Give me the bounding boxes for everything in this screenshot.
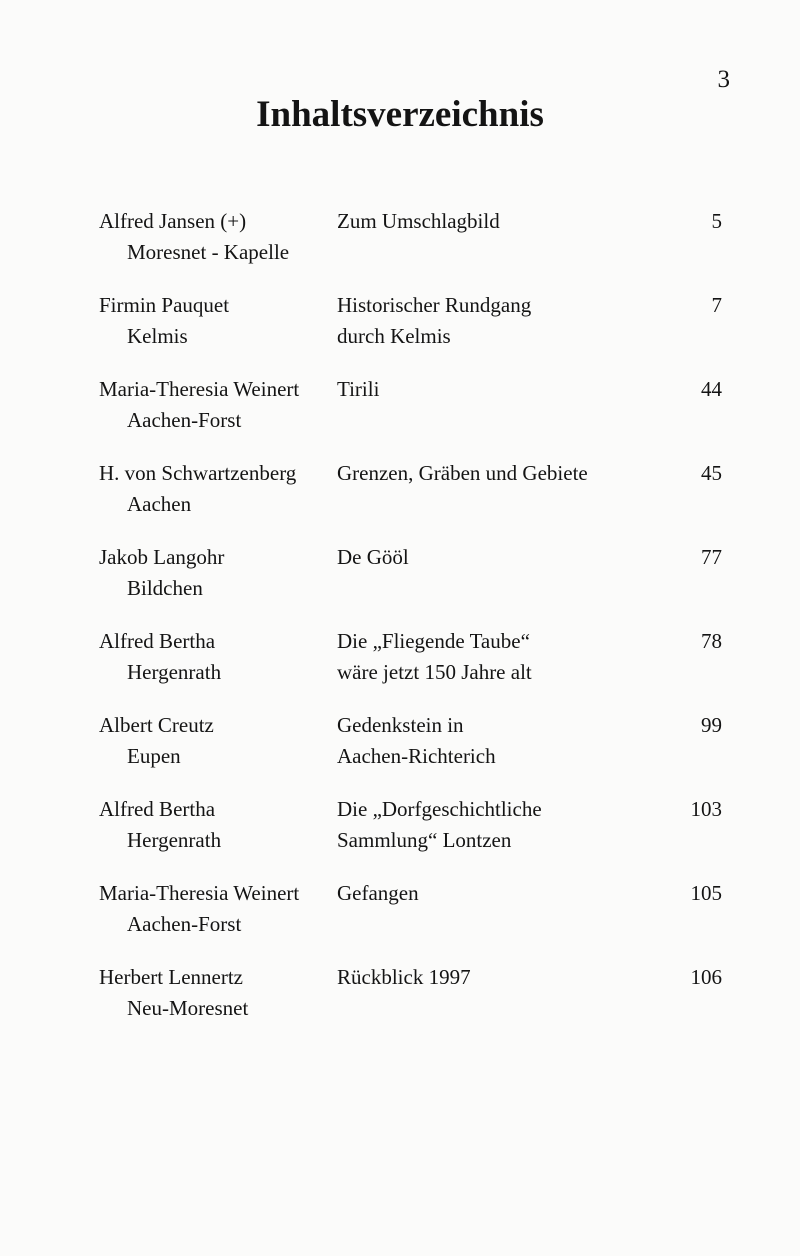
toc-author-place: Hergenrath <box>127 660 222 684</box>
toc-author: Alfred Bertha <box>99 629 216 653</box>
toc-article-title-line: Aachen-Richterich <box>337 744 496 768</box>
toc-entry <box>0 878 800 962</box>
toc-entry <box>0 710 800 794</box>
toc-article-title <box>337 542 657 573</box>
toc-article-title <box>337 794 657 856</box>
toc-article-title <box>337 878 657 909</box>
toc-entry <box>0 290 800 374</box>
toc-article-title-line: Die „Dorfgeschichtliche <box>337 797 542 821</box>
toc-author: Albert Creutz <box>99 713 214 737</box>
toc-entry <box>0 206 800 290</box>
toc-article-title <box>337 206 657 237</box>
toc-entry <box>0 626 800 710</box>
toc-page-number: 7 <box>711 293 722 317</box>
toc-author-place: Eupen <box>127 744 181 768</box>
toc-article-title <box>337 710 657 772</box>
toc-author: H. von Schwartzenberg <box>99 461 297 485</box>
toc-page-number: 78 <box>701 629 722 653</box>
toc-page-number: 105 <box>690 881 722 905</box>
toc-article-title <box>337 962 657 993</box>
toc-entry <box>0 962 800 1046</box>
toc-entry <box>0 542 800 626</box>
toc-author-place: Neu-Moresnet <box>127 996 249 1020</box>
toc-article-title <box>337 290 657 352</box>
toc-article-title-line: Sammlung“ Lontzen <box>337 828 512 852</box>
toc-entry <box>0 374 800 458</box>
toc-author: Maria-Theresia Weinert <box>99 881 300 905</box>
toc-article-title-line: Gefangen <box>337 881 419 905</box>
toc-article-title <box>337 374 657 405</box>
toc-author-place: Aachen-Forst <box>127 408 242 432</box>
toc-article-title-line: durch Kelmis <box>337 324 451 348</box>
toc-article-title-line: Gedenkstein in <box>337 713 464 737</box>
toc-author-place: Moresnet - Kapelle <box>127 240 290 264</box>
toc-author-place: Hergenrath <box>127 828 222 852</box>
toc-article-title-line: Grenzen, Gräben und Gebiete <box>337 461 588 485</box>
toc-article-title-line: wäre jetzt 150 Jahre alt <box>337 660 532 684</box>
toc-author: Alfred Jansen (+) <box>99 209 247 233</box>
toc-page-number: 106 <box>690 965 722 989</box>
toc-author: Alfred Bertha <box>99 797 216 821</box>
toc-article-title-line: Rückblick 1997 <box>337 965 471 989</box>
page-number: 3 <box>717 66 730 93</box>
toc-author-place: Bildchen <box>127 576 203 600</box>
toc-entry <box>0 794 800 878</box>
toc-author-place: Aachen <box>127 492 192 516</box>
toc-entry <box>0 458 800 542</box>
toc-page-number: 44 <box>701 377 722 401</box>
toc-author-place: Aachen-Forst <box>127 912 242 936</box>
toc-article-title <box>337 458 657 489</box>
toc-page-number: 5 <box>711 209 722 233</box>
toc-list <box>0 206 800 1046</box>
toc-author: Jakob Langohr <box>99 545 225 569</box>
toc-author: Maria-Theresia Weinert <box>99 377 300 401</box>
toc-page-number: 103 <box>690 797 722 821</box>
toc-article-title-line: Zum Umschlagbild <box>337 209 500 233</box>
toc-article-title-line: De Gööl <box>337 545 409 569</box>
toc-article-title-line: Die „Fliegende Taube“ <box>337 629 530 653</box>
toc-author: Firmin Pauquet <box>99 293 230 317</box>
toc-author: Herbert Lennertz <box>99 965 243 989</box>
toc-article-title-line: Tirili <box>337 377 380 401</box>
toc-author-place: Kelmis <box>127 324 188 348</box>
toc-page-number: 77 <box>701 545 722 569</box>
toc-article-title <box>337 626 657 688</box>
page-title: Inhaltsverzeichnis <box>256 94 544 135</box>
toc-article-title-line: Historischer Rundgang <box>337 293 532 317</box>
toc-page-number: 45 <box>701 461 722 485</box>
toc-page-number: 99 <box>701 713 722 737</box>
